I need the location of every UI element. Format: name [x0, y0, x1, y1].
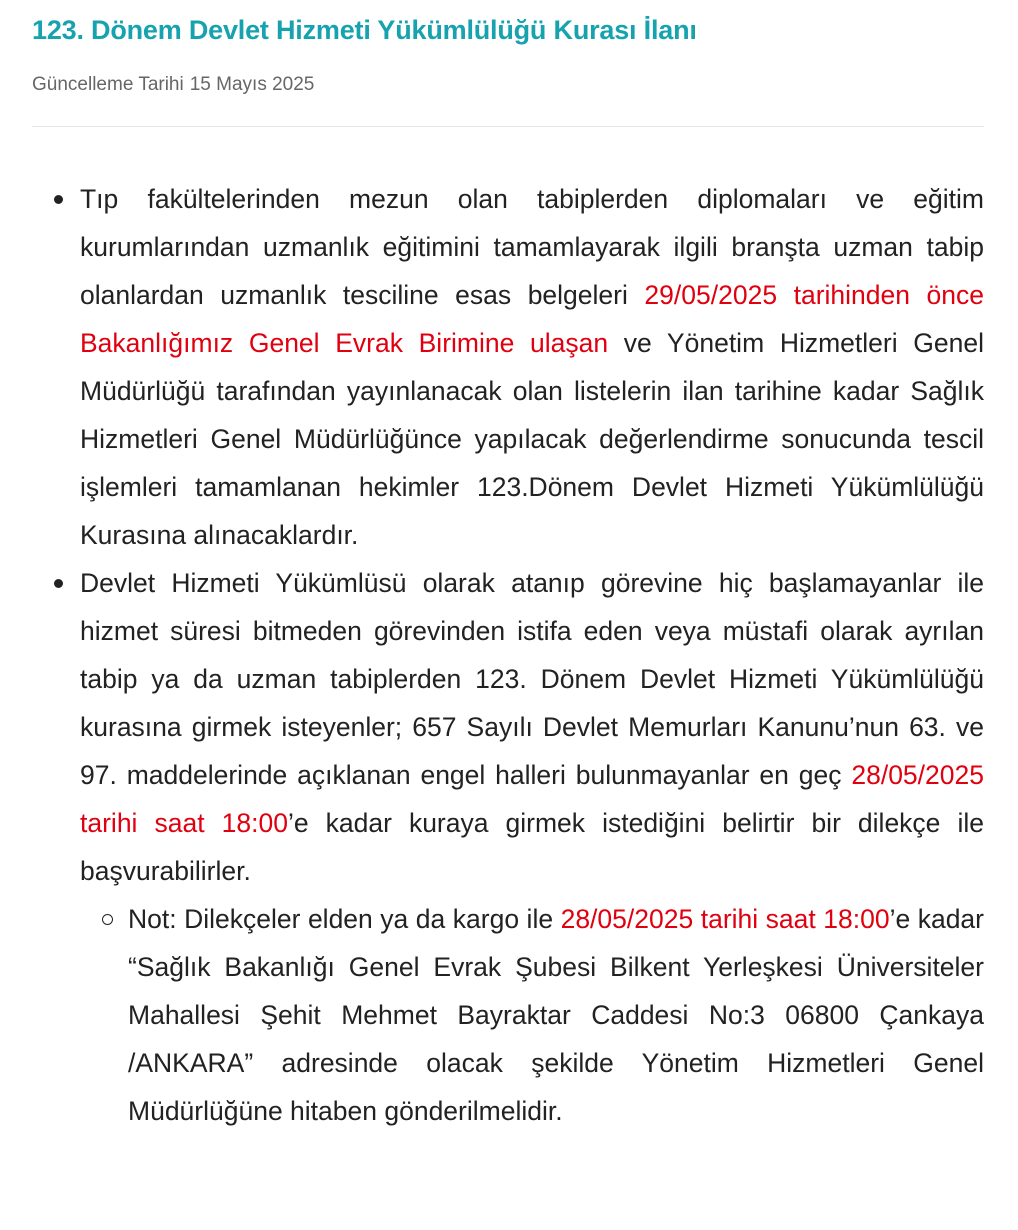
update-date-value: 15 Mayıs 2025 — [189, 74, 315, 95]
list-item-application — [80, 559, 984, 1135]
announcement-body — [32, 175, 984, 1135]
note-text: Not: Dilekçeler elden ya da kargo ile — [128, 904, 561, 934]
sub-list — [80, 895, 984, 1135]
list-item-note — [128, 895, 984, 1135]
deadline-highlight: 28/05/2025 tarihi saat 18:00 — [560, 904, 890, 934]
announcement-list — [32, 175, 984, 1135]
deadline-highlight: 29/05/2025 tarihinden önce Bakanlığımız Genel Evrak Birimine ulaşan — [80, 280, 984, 358]
update-date-line — [32, 72, 984, 98]
item-text: ve Yönetim Hizmetleri Genel Müdürlüğü tarafından yayınlanacak olan listelerin ilan tarihine kadar Sağlık Hizmetleri Genel Müdürlüğünce yapılacak değerlendirme sonucunda tescil işlemleri tamamlanan hekimler 123.Dönem Devlet Hizmeti Yükümlülüğü Kurasına alınacaklardır. — [80, 328, 984, 550]
list-item-diploma-registration — [80, 175, 984, 559]
update-date-label: Güncelleme Tarihi — [32, 74, 184, 95]
page-title: 123. Dönem Devlet Hizmeti Yükümlülüğü Kurası İlanı — [32, 15, 697, 45]
item-text: Tıp fakültelerinden mezun olan tabiplerden diplomaları ve eğitim kurumlarından uzmanlık eğitimini tamamlayarak ilgili branşta uzman tabip olanlardan uzmanlık tesciline esas belgeleri — [80, 184, 984, 310]
bullet-disc-icon — [54, 195, 63, 204]
note-text: ’e kadar “Sağlık Bakanlığı Genel Evrak Şubesi Bilkent Yerleşkesi Üniversiteler Mahallesi Şehit Mehmet Bayraktar Caddesi No:3 06800 Çankaya /ANKARA” adresinde olacak şekilde Yönetim Hizmetleri Genel Müdürlüğüne hitaben gönderilmelidir. — [128, 904, 984, 1126]
deadline-highlight: 28/05/2025 tarihi saat 18:00 — [80, 760, 984, 838]
item-text: ’e kadar kuraya girmek istediğini belirtir bir dilekçe ile başvurabilirler. — [80, 808, 984, 886]
bullet-disc-icon — [54, 579, 63, 588]
bullet-circle-icon — [102, 914, 113, 925]
item-text: Devlet Hizmeti Yükümlüsü olarak atanıp görevine hiç başlamayanlar ile hizmet süresi bitmeden görevinden istifa eden veya müstafi olarak ayrılan tabip ya da uzman tabiplerden 123. Dönem Devlet Hizmeti Yükümlülüğü kurasına girmek isteyenler; 657 Sayılı Devlet Memurları Kanunu’nun 63. ve 97. maddelerinde açıklanan engel halleri bulunmayanlar en geç — [80, 568, 984, 790]
header-divider — [32, 126, 984, 127]
